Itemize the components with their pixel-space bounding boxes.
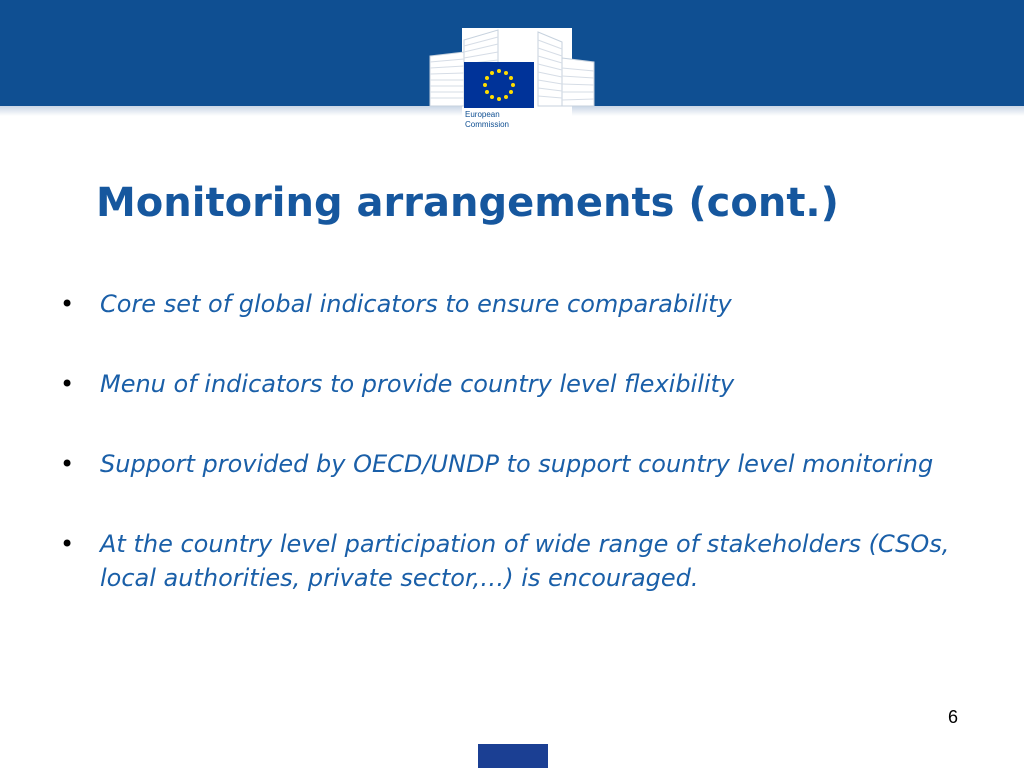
bullet-item: • Support provided by OECD/UNDP to support country level monitoring xyxy=(60,447,960,481)
bullet-item: • Menu of indicators to provide country level flexibility xyxy=(60,367,960,401)
page-number: 6 xyxy=(948,707,959,727)
bullet-item: • Core set of global indicators to ensure comparability xyxy=(60,287,960,321)
bullet-list xyxy=(60,287,960,641)
bullet-item: • At the country level participation of wide range of stakeholders (CSOs, local authorities, private sector,…) is encouraged. xyxy=(60,527,960,595)
logo-wordmark xyxy=(465,110,535,130)
bottom-flag-strip xyxy=(478,744,548,768)
logo-wordmark-line1: European xyxy=(465,110,500,119)
slide-title: Monitoring arrangements (cont.) xyxy=(96,180,839,226)
logo-wordmark-line2: Commission xyxy=(465,120,510,129)
